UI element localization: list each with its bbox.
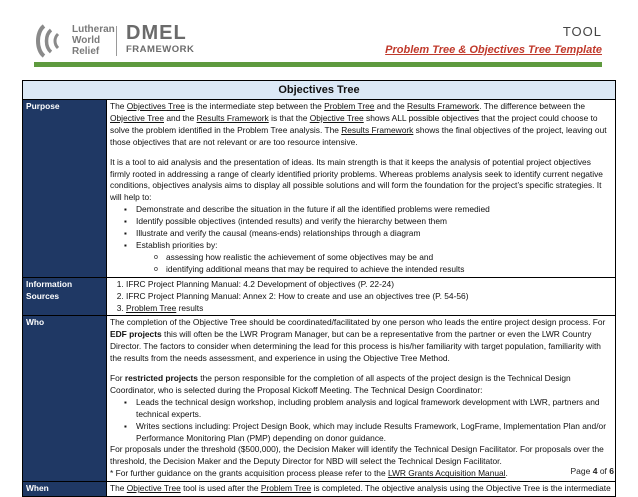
list-item: ▪ Writes sections including: Project Design Book, which may include Results Framework, LogFrame, Implementation Plan and/or Performance Monitoring Plan (PMP) depending on donor guidance.	[136, 421, 612, 445]
text-span: this will often be the LWR Program Manager, but can be a representative from the partner or even the LWR Country Director. The factors to consider when determining the lead for this process is his/her familiarity with target population, familiarity with the results from the needs assessment, and experience in using the Objective Tree Method.	[110, 329, 601, 364]
org-line-2: World	[72, 35, 101, 46]
list-item: o identifying additional means that may be required to achieve the intended results	[166, 264, 612, 276]
list-item-suffix: results	[176, 302, 204, 313]
page-prefix: Page	[570, 466, 593, 476]
text-span: . The difference between the	[479, 101, 586, 111]
purpose-paragraph-1	[110, 101, 612, 149]
lwr-wordmark	[72, 24, 115, 57]
list-item: ▪ Identify possible objectives (intended results) and verify the hierarchy between them	[136, 216, 612, 228]
term-link[interactable]: Objective Tree	[309, 112, 364, 123]
row-label-purpose: Purpose	[23, 100, 107, 278]
edf-projects-emphasis: EDF projects	[110, 329, 162, 340]
list-item: 2. IFRC Project Planning Manual: Annex 2: How to create and use an objectives tree (P. 54-56)	[126, 291, 612, 303]
table-row-purpose	[23, 100, 616, 278]
term-link[interactable]: Results Framework	[341, 124, 414, 135]
list-item: ▪ Leads the technical design workshop, including problem analysis and logical framework development with LWR, partners and technical experts.	[136, 397, 612, 421]
page-current: 4	[592, 466, 598, 476]
page-of: of	[597, 466, 610, 476]
org-line-1: Lutheran	[72, 24, 115, 35]
text-span: is the intermediate step between the	[184, 101, 325, 111]
term-link[interactable]: Problem Tree	[260, 483, 312, 494]
list-item: ▪ Illustrate and verify the causal (means-ends) relationships through a diagram	[136, 228, 612, 240]
list-item: o assessing how realistic the achievement of some objectives may be and	[166, 252, 612, 264]
text-span: The	[110, 483, 127, 494]
who-paragraph-3: For proposals under the threshold ($500,000), the Decision Maker will identify the Technical Design Facilitator. For proposals over the threshold, the Decision Maker and the Deputy Director for NBD will select the Technical Design Facilitator.	[110, 444, 604, 467]
text-span: the person responsible for the completion of all aspects of the project design is the Technical Design Coordinator, who is selected during the Proposal Kickoff Meeting. The Technical Design Coordinator:	[110, 373, 571, 395]
page-number	[571, 466, 615, 476]
who-paragraph-1	[110, 317, 612, 365]
term-link[interactable]: Problem Tree	[324, 101, 375, 111]
restricted-projects-emphasis: restricted projects	[124, 373, 198, 384]
text-span: shows ALL possible objectives that the project could choose to solve the problem identified in the Problem Tree analysis. The	[110, 112, 598, 135]
table-title: Objectives Tree	[23, 81, 616, 100]
purpose-content	[107, 100, 616, 278]
lwr-logo-icon	[34, 22, 68, 60]
text-span: The	[110, 101, 127, 111]
who-paragraph-4	[110, 468, 612, 480]
document-title-link[interactable]: Problem Tree & Objectives Tree Template	[385, 44, 602, 56]
text-span: shows the final objectives of the project, leaving out those objectives that are not relevant or are too resource intensive.	[110, 124, 607, 147]
table-row-information-sources	[23, 277, 616, 316]
text-span: and the	[164, 112, 197, 123]
information-sources-list	[110, 279, 612, 315]
problem-tree-link[interactable]: Problem Tree	[126, 302, 177, 313]
term-link[interactable]: Results Framework	[407, 101, 480, 111]
text-span: is that the	[268, 112, 310, 123]
who-bullets	[110, 397, 612, 445]
term-link[interactable]: Results Framework	[196, 112, 269, 123]
text-span: For	[110, 373, 125, 384]
page-total: 6	[609, 466, 614, 476]
dmel-brand: DMEL	[126, 22, 187, 44]
logo-divider	[116, 26, 117, 56]
term-link[interactable]: Objective Tree	[126, 483, 181, 494]
table-title-row	[23, 81, 616, 100]
purpose-bullets	[110, 204, 612, 275]
list-item	[126, 303, 612, 315]
list-item: 1. IFRC Project Planning Manual: 4.2 Development of objectives (P. 22-24)	[126, 279, 612, 291]
text-span: and the	[374, 101, 408, 111]
org-line-3: Relief	[72, 46, 100, 57]
table-row-who	[23, 316, 616, 482]
purpose-paragraph-2: It is a tool to aid analysis and the presentation of ideas. Its main strength is that it keeps the analysis of potential project objectives firmly rooted in addressing a range of clearly identified priority problems. Whereas problems analysis seek to identify current negative conditions, objectives analysis aims to display all possible solutions and will form the foundation for the project’s specific strategies. It will help to:	[110, 156, 603, 203]
who-paragraph-2	[110, 373, 612, 397]
row-label-information-sources: Information Sources	[23, 277, 107, 316]
tool-label: TOOL	[562, 24, 602, 39]
grants-manual-link[interactable]: LWR Grants Acquisition Manual	[387, 468, 506, 479]
row-label-who: Who	[23, 316, 107, 482]
objectives-tree-table	[22, 80, 616, 497]
text-span: The completion of the Objective Tree should be coordinated/facilitated by one person who leads the entire project design process. For	[110, 317, 606, 328]
when-content	[107, 482, 616, 497]
text-span: tool is used after the	[180, 483, 261, 494]
term-link[interactable]: Objectives Tree	[126, 101, 185, 111]
term-link[interactable]: Objective Tree	[110, 112, 164, 123]
dmel-brand-sub: FRAMEWORK	[126, 44, 195, 55]
who-content	[107, 316, 616, 482]
header-divider	[34, 62, 602, 67]
information-sources-content	[107, 277, 616, 316]
text-span: * For further guidance on the grants acquisition process please refer to the	[110, 468, 388, 479]
list-item: ▪ Demonstrate and describe the situation in the future if all the identified problems were remedied	[136, 204, 612, 216]
list-item	[136, 240, 612, 276]
purpose-sub-bullets	[136, 252, 612, 276]
table-row-when	[23, 482, 616, 497]
text-span: .	[505, 468, 508, 479]
list-item-text: Establish priorities by:	[136, 239, 218, 250]
row-label-when: When	[23, 482, 107, 497]
text-span: is completed. The objective analysis using the Objective Tree is the intermediate	[311, 483, 611, 494]
